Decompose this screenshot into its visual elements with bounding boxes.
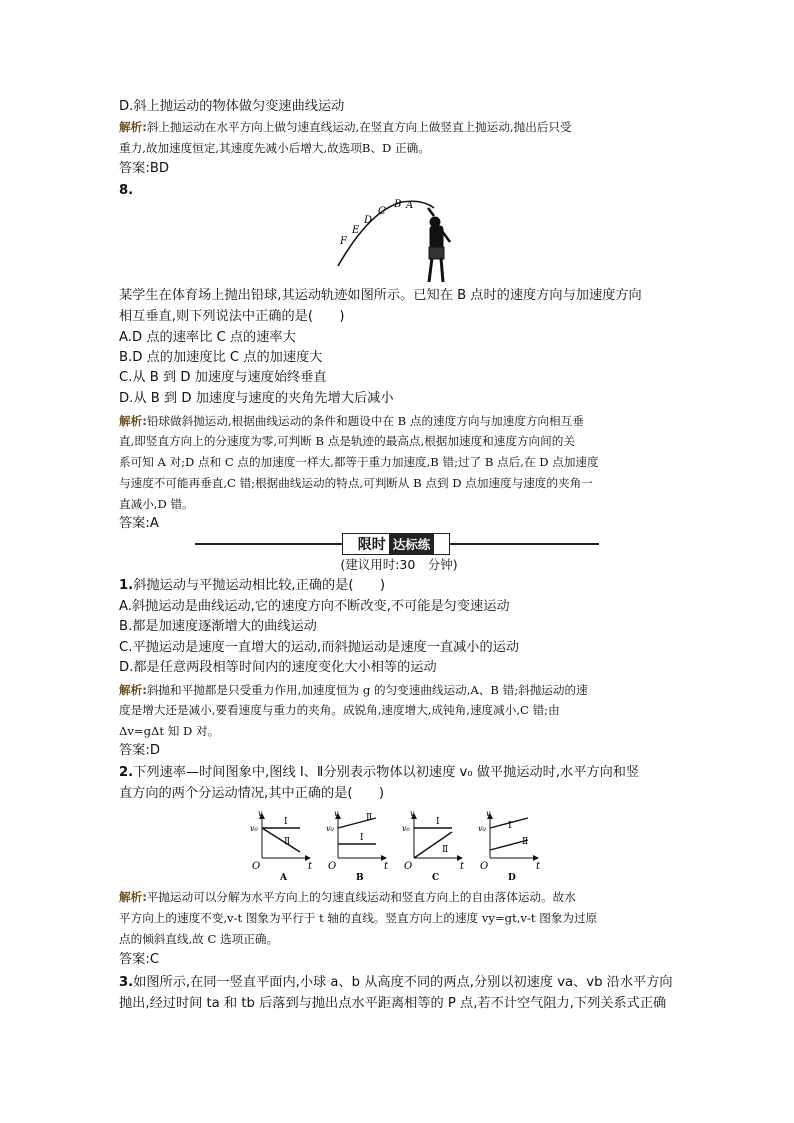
q3-stem-line-2: 抛出,经过时间 ta 和 tb 后落到与抛出点水平距离相等的 P 点,若不计空气阻力,下列关系式正确 [119,996,667,1011]
line-label-I: Ⅰ [508,821,512,831]
graph-caption: A [280,873,287,883]
vt-graph-C [402,810,465,883]
axis-label-t: t [460,861,465,872]
point-label-F: F [340,236,347,247]
q7-option-d: D.斜上抛运动的物体做匀变速曲线运动 [119,99,345,114]
axis-label-t: t [308,861,313,872]
explanation-label: 解析: [119,890,147,904]
q2-explanation-line-2: 平方向上的速度不变,v-t 图象为平行于 t 轴的直线。竖直方向上的速度 vy=gt,v-t 图象为过原 [119,911,598,925]
axis-label-v0: v₀ [250,824,258,833]
banner-title-box [342,533,450,555]
q1-explanation-line-2: 度是增大还是减小,要看速度与重力的夹角。成锐角,速度增大,成钝角,速度减小,C 错;由 [119,703,560,717]
banner-rule-left [195,543,342,545]
q1-option-c: C.平抛运动是速度一直增大的运动,而斜抛运动是速度一直减小的运动 [119,640,520,655]
q2-explanation-line-1: 解析:平抛运动可以分解为水平方向上的匀速直线运动和竖直方向上的自由落体运动。故水 [119,890,576,904]
point-label-A: A [406,200,414,211]
suggested-time-note: (建议用时:30 分钟) [340,557,458,572]
q8-option-c: C.从 B 到 D 加速度与速度始终垂直 [119,370,327,385]
banner-rule-right [448,543,599,545]
shot-put-trajectory-figure [330,198,455,284]
explanation-label: 解析: [119,414,147,428]
line-label-I: Ⅰ [284,817,288,827]
line-label-II: Ⅱ [442,845,449,855]
origin-label: O [252,861,261,872]
q8-stem-line-1: 某学生在体育场上抛出铅球,其运动轨迹如图所示。已知在 B 点时的速度方向与加速度方向 [119,288,642,303]
q1-stem: 1.斜抛运动与平抛运动相比较,正确的是( ) [119,578,386,593]
line-II [262,828,300,852]
q8-option-d: D.从 B 到 D 加速度与速度的夹角先增大后减小 [119,391,394,406]
graph-caption: D [508,873,516,883]
q8-option-a: A.D 点的速率比 C 点的速率大 [119,330,296,345]
line-label-I: Ⅰ [436,817,440,827]
q8-stem-line-2: 相互垂直,则下列说法中正确的是( ) [119,309,345,324]
q7-answer: 答案:BD [119,161,170,176]
q1-answer: 答案:D [119,743,160,758]
explanation-label: 解析: [119,120,147,134]
q8-explanation-line-2: 直,即竖直方向上的分速度为零,可判断 B 点是轨迹的最高点,根据加速度和速度方向间的关 [119,434,575,448]
q3-stem-line-1: 3.如图所示,在同一竖直平面内,小球 a、b 从高度不同的两点,分别以初速度 va、vb 沿水平方向 [119,975,673,990]
banner-title-highlight: 达标练 [389,534,435,554]
q1-number: 1. [119,578,134,593]
q2-explanation-line-3: 点的倾斜直线,故 C 选项正确。 [119,932,279,946]
q2-number: 2. [119,765,134,780]
origin-label: O [328,861,337,872]
axis-label-v: v [410,810,415,818]
q7-explanation-line-1: 解析:斜上抛运动在水平方向上做匀速直线运动,在竖直方向上做竖直上抛运动,抛出后只受 [119,120,572,134]
q2-vt-graphs [250,810,550,886]
point-label-E: E [352,225,360,236]
q1-explanation-line-3: Δv=gΔt 知 D 对。 [119,724,220,738]
graph-caption: B [356,873,364,883]
point-label-C: C [378,206,386,217]
axis-label-t: t [384,861,389,872]
axis-label-v0: v₀ [402,824,410,833]
explanation-label: 解析: [119,683,147,697]
line-label-II: Ⅱ [522,837,529,847]
graph-caption: C [432,873,440,883]
vt-graph-B [326,810,389,883]
q2-stem-line-1: 2.下列速率—时间图象中,图线 Ⅰ、Ⅱ分别表示物体以初速度 v₀ 做平抛运动时,水平方向和竖 [119,765,640,780]
vt-graph-D [478,810,541,883]
axis-label-v: v [334,810,339,818]
q8-explanation-line-3: 系可知 A 对;D 点和 C 点的加速度一样大,都等于重力加速度,B 错;过了 B 点后,在 D 点加速度 [119,455,599,469]
q8-explanation-line-1: 解析:铅球做斜抛运动,根据曲线运动的条件和题设中在 B 点的速度方向与加速度方向相互垂 [119,414,584,428]
line-label-I: Ⅰ [360,833,364,843]
line-label-II: Ⅱ [284,837,291,847]
q8-answer: 答案:A [119,516,159,531]
point-label-B: B [394,199,402,210]
banner-title: 限时 [357,537,386,553]
q1-explanation-line-1: 解析:斜抛和平抛都是只受重力作用,加速度恒为 g 的匀变速曲线运动,A、B 错;斜抛运动的速 [119,683,588,697]
q8-number: 8. [119,183,134,198]
q1-option-d: D.都是任意两段相等时间内的速度变化大小相等的运动 [119,660,437,675]
origin-label: O [404,861,413,872]
q2-answer: 答案:C [119,952,160,967]
q8-explanation-line-4: 与速度不可能再垂直,C 错;根据曲线运动的特点,可判断从 B 点到 D 点加速度与速度的夹角一 [119,476,593,490]
axis-label-t: t [536,861,541,872]
q8-option-b: B.D 点的加速度比 C 点的加速度大 [119,350,323,365]
line-label-II: Ⅱ [366,813,373,823]
section-banner [195,531,599,557]
axis-label-v0: v₀ [478,824,486,833]
origin-label: O [480,861,489,872]
vt-graph-A [250,810,313,883]
axis-label-v: v [486,810,491,818]
q2-stem-line-2: 直方向的两个分运动情况,其中正确的是( ) [119,786,385,801]
axis-label-v0: v₀ [326,824,334,833]
athlete-icon [428,208,450,282]
q7-explanation-line-2: 重力,故加速度恒定,其速度先减小后增大,故选项B、D 正确。 [119,141,430,155]
q3-number: 3. [119,975,134,990]
axis-label-v: v [258,810,263,818]
point-label-D: D [364,215,373,226]
q1-option-a: A.斜抛运动是曲线运动,它的速度方向不断改变,不可能是匀变速运动 [119,599,510,614]
q1-option-b: B.都是加速度逐渐增大的曲线运动 [119,619,317,634]
q8-explanation-line-5: 直减小,D 错。 [119,497,194,511]
